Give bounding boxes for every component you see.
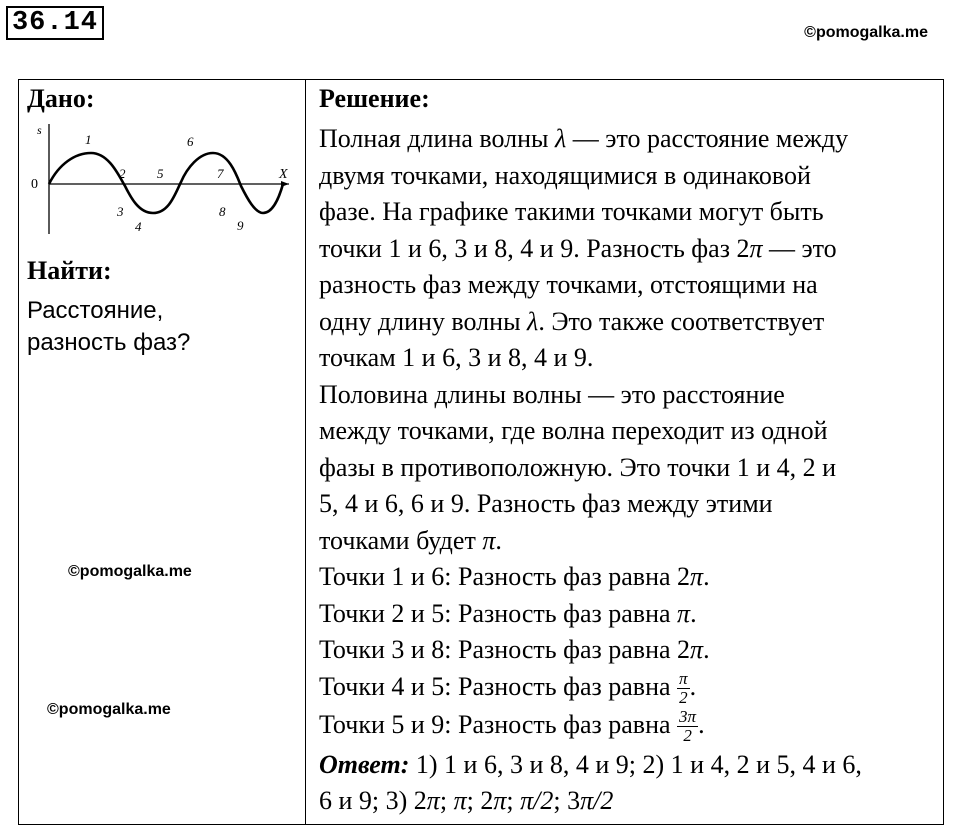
text-line: разность фаз между точками, отстоящими на xyxy=(319,270,818,299)
find-line: Расстояние, xyxy=(27,297,164,324)
fraction: $\frac{3\pi}{2}$ xyxy=(679,707,697,746)
text-line: точки 1 и 6, 3 и 8, 4 и 9. Разность фаз 2π — это xyxy=(319,233,837,263)
text-line: фазе. На графике такими точками могут быть xyxy=(319,197,824,226)
solution-heading: Решение: xyxy=(319,84,430,113)
wave-graph xyxy=(27,116,289,238)
point-label-9: 9 xyxy=(237,218,244,233)
fraction: $\frac{\pi}{2}$ xyxy=(679,669,688,708)
text-line: одну длину волны λ. Это также соответствует xyxy=(319,306,825,336)
phase-line-fraction: Точки 4 и 5: Разность фаз равна $\frac{\pi}{2}$ . xyxy=(319,669,697,708)
x-axis-label: X xyxy=(279,167,288,182)
text-line: фазы в противоположную. Это точки 1 и 4, 2 и xyxy=(319,452,837,482)
find-line: разность фаз? xyxy=(27,329,191,356)
text-line: 5, 4 и 6, 6 и 9. Разность фаз между этими xyxy=(319,489,773,518)
find-heading: Найти: xyxy=(27,256,112,285)
point-label-4: 4 xyxy=(135,219,142,234)
phase-line: Точки 2 и 5: Разность фаз равна π. xyxy=(319,598,697,628)
find-text xyxy=(27,295,190,359)
text-line: точкам 1 и 6, 3 и 8, 4 и 9. xyxy=(319,343,594,372)
point-label-1: 1 xyxy=(85,132,92,147)
text-line: двумя точками, находящимися в одинаковой xyxy=(319,160,811,190)
text-line: между точками, где волна переходит из одной xyxy=(319,416,828,445)
phase-line: Точки 3 и 8: Разность фаз равна 2π. xyxy=(319,635,710,664)
text-line: точками будет π. xyxy=(319,525,502,555)
watermark-top: ©pomogalka.me xyxy=(804,24,928,41)
answer-label: Ответ: xyxy=(319,749,410,779)
point-label-8: 8 xyxy=(219,204,226,219)
problem-number: 36.14 xyxy=(6,6,104,40)
watermark-left: ©pomogalka.me xyxy=(68,563,192,580)
given-heading: Дано: xyxy=(27,84,95,113)
origin-label: 0 xyxy=(31,177,38,192)
watermark-left: ©pomogalka.me xyxy=(47,701,171,718)
s-axis-label: s xyxy=(37,123,42,137)
text-line: Полная длина волны λ — это расстояние между xyxy=(319,124,849,153)
phase-line-fraction: Точки 5 и 9: Разность фаз равна $\frac{3\pi}{2}$ . xyxy=(319,707,705,746)
answer-line: Ответ: 1) 1 и 6, 3 и 8, 4 и 9; 2) 1 и 4, 2 и 5, 4 и 6, xyxy=(319,749,862,779)
point-label-6: 6 xyxy=(187,134,194,149)
point-label-7: 7 xyxy=(217,166,224,181)
point-label-3: 3 xyxy=(117,204,124,219)
solution-body xyxy=(319,121,862,820)
text-line: Половина длины волны — это расстояние xyxy=(319,379,785,409)
point-label-2: 2 xyxy=(119,166,126,181)
phase-line: Точки 1 и 6: Разность фаз равна 2π. xyxy=(319,562,710,591)
point-label-5: 5 xyxy=(157,166,164,181)
column-divider xyxy=(305,80,306,824)
wave-curve xyxy=(49,153,283,213)
answer-line: 6 и 9; 3) 2π; π; 2π; π/2; 3π/2 xyxy=(319,786,614,815)
